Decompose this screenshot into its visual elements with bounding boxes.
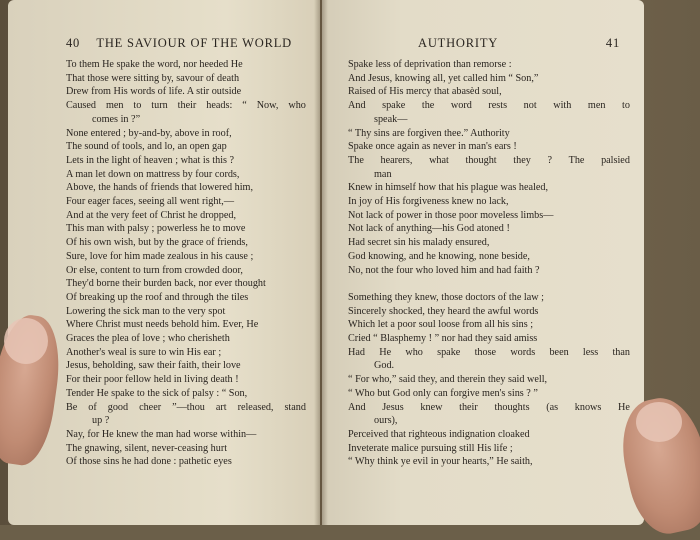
right-running-title: AUTHORITY (418, 36, 499, 50)
poem-line: And Jesus knew their thoughts (as knows He (348, 401, 630, 413)
left-running-head (66, 36, 306, 51)
poem-line: Not lack of power in those poor moveless limbs— (348, 209, 554, 221)
poem-line: Four eager faces, seeing all went right,— (66, 196, 235, 208)
poem-line: Something they knew, those doctors of the law ; (348, 291, 544, 303)
poem-line: And spake the word rests not with men to (348, 100, 630, 112)
poem-line (348, 277, 630, 291)
poem-line: Nay, for He knew the man had worse within— (66, 428, 257, 440)
poem-line: Perceived that righteous indignation cloaked (348, 428, 530, 440)
poem-line: They'd borne their burden back, nor ever thought (66, 278, 266, 290)
left-running-title: THE SAVIOUR OF THE WORLD (96, 36, 292, 50)
poem-line: In joy of His forgiveness knew no lack, (348, 196, 509, 208)
poem-line: Had He who spake those words been less than (348, 346, 630, 358)
poem-line: Caused men to turn their heads: “ Now, who (66, 100, 306, 112)
poem-line: Spake once again as never in man's ears ! (348, 141, 517, 153)
poem-line: comes in ?” (92, 113, 141, 125)
poem-line: Tender He spake to the sick of palsy : “ Son, (66, 387, 248, 399)
poem-line: Of his own wish, but by the grace of friends, (66, 237, 248, 249)
poem-line: The gnawing, silent, never-ceasing hurt (66, 442, 228, 454)
poem-line: Had secret sin his malady ensured, (348, 237, 490, 249)
poem-line: ours), (374, 415, 398, 427)
poem-line: Inveterate malice pursuing still His life ; (348, 442, 513, 454)
poem-line: Raised of His mercy that abasèd soul, (348, 86, 502, 98)
left-thumbnail (4, 318, 48, 364)
poem-line: Drew from His words of life. A stir outside (66, 86, 242, 98)
poem-line: Lets in the light of heaven ; what is this ? (66, 154, 235, 166)
poem-line: God knowing, and he knowing, none beside, (348, 250, 530, 262)
poem-line: Spake less of deprivation than remorse : (348, 59, 512, 70)
poem-line: Cried “ Blasphemy ! ” nor had they said amiss (348, 333, 538, 345)
poem-line: That those were sitting by, savour of death (66, 72, 240, 84)
poem-line: Of breaking up the roof and through the tiles (66, 291, 249, 303)
poem-line: up ? (92, 415, 110, 427)
poem-line: Above, the hands of friends that lowered him, (66, 182, 254, 194)
poem-line: The sound of tools, and lo, an open gap (66, 141, 227, 153)
poem-line: This man with palsy ; powerless he to move (66, 223, 246, 235)
poem-line: Another's weal is sure to win His ear ; (66, 346, 222, 358)
poem-line: Or else, content to turn from crowded door, (66, 264, 243, 276)
poem-line: The hearers, what thought they ? The palsied (348, 154, 630, 166)
right-poem-text (348, 58, 630, 469)
poem-line: For their poor fellow held in living death ! (66, 374, 239, 386)
book-gutter (314, 0, 328, 525)
poem-line: A man let down on mattress by four cords, (66, 168, 240, 180)
poem-line: And at the very feet of Christ he dropped, (66, 209, 237, 221)
poem-line: Sincerely shocked, they heard the awful words (348, 305, 539, 317)
poem-line: None entered ; by-and-by, above in roof, (66, 127, 232, 139)
right-running-head (348, 36, 630, 51)
left-poem-text (66, 58, 306, 469)
poem-line: “ Who but God only can forgive men's sins ? ” (348, 387, 538, 399)
poem-line: Be of good cheer ”—thou art released, stand (66, 401, 306, 413)
poem-line: Where Christ must needs behold him. Ever, He (66, 319, 259, 331)
poem-line: Knew in himself how that his plague was healed, (348, 182, 549, 194)
poem-line: Lowering the sick man to the very spot (66, 305, 226, 317)
poem-line: speak— (374, 113, 408, 125)
poem-line: “ Thy sins are forgiven thee.” Authority (348, 127, 510, 139)
poem-line: “ For who,” said they, and therein they said well, (348, 374, 548, 386)
poem-line: Not lack of anything—his God atoned ! (348, 223, 510, 235)
poem-line: Of those sins he had done : pathetic eyes (66, 456, 232, 468)
right-page-number: 41 (605, 36, 620, 50)
left-page (8, 0, 320, 525)
poem-line: God. (374, 360, 395, 372)
poem-line: man (374, 168, 392, 180)
left-page-number: 40 (66, 36, 81, 50)
poem-line: Sure, love for him made zealous in his cause ; (66, 250, 254, 262)
poem-line: No, not the four who loved him and had faith ? (348, 264, 540, 276)
poem-line: And Jesus, knowing all, yet called him “ Son,” (348, 72, 539, 84)
poem-line: To them He spake the word, nor heeded He (66, 59, 243, 70)
poem-line: Which let a poor soul loose from all his sins ; (348, 319, 534, 331)
right-page (322, 0, 644, 525)
right-thumbnail (636, 402, 682, 442)
poem-line: Jesus, beholding, saw their faith, their love (66, 360, 241, 372)
poem-line: “ Why think ye evil in your hearts,” He saith, (348, 456, 533, 468)
poem-line: Graces the plea of love ; who cherisheth (66, 333, 230, 345)
